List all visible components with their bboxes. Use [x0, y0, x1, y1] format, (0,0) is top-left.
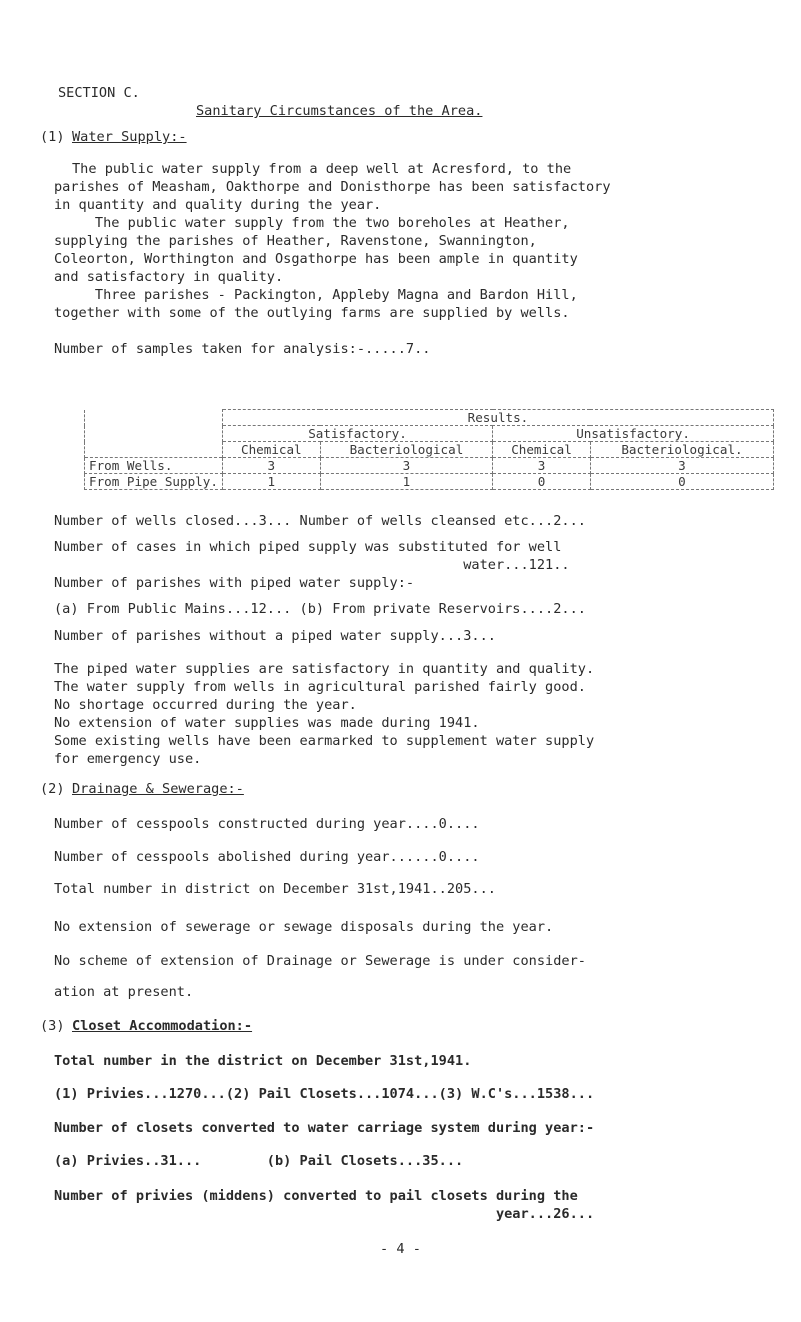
closet-line: (a) Privies..31... (b) Pail Closets...35...: [54, 1153, 464, 1169]
drainage-heading: Drainage & Sewerage:-: [72, 781, 244, 797]
water-detail-line: Number of parishes with piped water supply:-: [54, 575, 415, 591]
table-cell: 0: [493, 474, 591, 490]
section-label: SECTION C.: [58, 85, 140, 101]
water-paragraph-line: and satisfactory in quality.: [54, 269, 284, 285]
water-detail-line: Number of wells closed...3... Number of wells cleansed etc...2...: [54, 513, 586, 529]
water-detail-line: Number of cases in which piped supply was substituted for well: [54, 539, 562, 555]
water-detail-line: No extension of water supplies was made during 1941.: [54, 715, 480, 731]
water-paragraph-line: The public water supply from a deep well at Acresford, to the: [72, 161, 572, 177]
samples-count: Number of samples taken for analysis:-.....7..: [54, 341, 431, 357]
drainage-line: No extension of sewerage or sewage disposals during the year.: [54, 919, 554, 935]
table-cell: [85, 442, 223, 458]
column-header: Bacteriological: [320, 442, 492, 458]
water-paragraph-line: together with some of the outlying farms are supplied by wells.: [54, 305, 570, 321]
water-paragraph-line: Three parishes - Packington, Appleby Magna and Bardon Hill,: [54, 287, 578, 303]
drainage-number: (2): [40, 781, 65, 797]
closet-line: (1) Privies...1270...(2) Pail Closets...1074...(3) W.C's...1538...: [54, 1086, 595, 1102]
table-cell: 3: [320, 458, 492, 474]
closet-line: year...26...: [54, 1206, 595, 1222]
water-paragraph-line: The public water supply from the two boreholes at Heather,: [54, 215, 570, 231]
water-detail-line: water...121..: [54, 557, 570, 573]
row-label: From Wells.: [85, 458, 223, 474]
table-row: [85, 442, 774, 458]
results-header: Results.: [222, 410, 773, 426]
closet-line: Total number in the district on December 31st,1941.: [54, 1053, 472, 1069]
table-row: [85, 410, 774, 426]
water-paragraph-line: Coleorton, Worthington and Osgathorpe has been ample in quantity: [54, 251, 578, 267]
water-supply-heading: Water Supply:-: [72, 129, 187, 145]
row-label: From Pipe Supply.: [85, 474, 223, 490]
table-row: [85, 426, 774, 442]
water-detail-line: (a) From Public Mains...12... (b) From private Reservoirs....2...: [54, 601, 586, 617]
water-detail-line: No shortage occurred during the year.: [54, 697, 357, 713]
drainage-line: Total number in district on December 31st,1941..205...: [54, 881, 496, 897]
table-row: [85, 474, 774, 490]
water-paragraph-line: in quantity and quality during the year.: [54, 197, 382, 213]
water-supply-number: (1): [40, 129, 65, 145]
column-header: Chemical: [493, 442, 591, 458]
closet-number: (3): [40, 1018, 65, 1034]
table-cell: 3: [493, 458, 591, 474]
table-cell: [85, 426, 223, 442]
page-number: - 4 -: [380, 1241, 421, 1257]
results-table: [84, 409, 774, 490]
water-detail-line: Number of parishes without a piped water supply...3...: [54, 628, 496, 644]
closet-heading: Closet Accommodation:-: [72, 1018, 253, 1034]
table-cell: 1: [222, 474, 320, 490]
drainage-line: ation at present.: [54, 984, 194, 1000]
column-header: Bacteriological.: [590, 442, 773, 458]
water-detail-line: Some existing wells have been earmarked to supplement water supply: [54, 733, 595, 749]
table-cell: [85, 410, 223, 426]
unsatisfactory-header: Unsatisfactory.: [493, 426, 774, 442]
water-paragraph-line: parishes of Measham, Oakthorpe and Donisthorpe has been satisfactory: [54, 179, 611, 195]
column-header: Chemical: [222, 442, 320, 458]
table-cell: 1: [320, 474, 492, 490]
water-detail-line: The water supply from wells in agricultural parished fairly good.: [54, 679, 586, 695]
table-row: [85, 458, 774, 474]
table-cell: 3: [222, 458, 320, 474]
water-detail-line: The piped water supplies are satisfactory in quantity and quality.: [54, 661, 595, 677]
closet-line: Number of closets converted to water carriage system during year:-: [54, 1120, 595, 1136]
table-cell: 3: [590, 458, 773, 474]
drainage-line: Number of cesspools abolished during year......0....: [54, 849, 480, 865]
drainage-line: No scheme of extension of Drainage or Sewerage is under consider-: [54, 953, 586, 969]
drainage-line: Number of cesspools constructed during year....0....: [54, 816, 480, 832]
page-title: Sanitary Circumstances of the Area.: [196, 103, 483, 119]
table-cell: 0: [590, 474, 773, 490]
water-detail-line: for emergency use.: [54, 751, 202, 767]
water-paragraph-line: supplying the parishes of Heather, Ravenstone, Swannington,: [54, 233, 537, 249]
satisfactory-header: Satisfactory.: [222, 426, 492, 442]
closet-line: Number of privies (middens) converted to pail closets during the: [54, 1188, 578, 1204]
